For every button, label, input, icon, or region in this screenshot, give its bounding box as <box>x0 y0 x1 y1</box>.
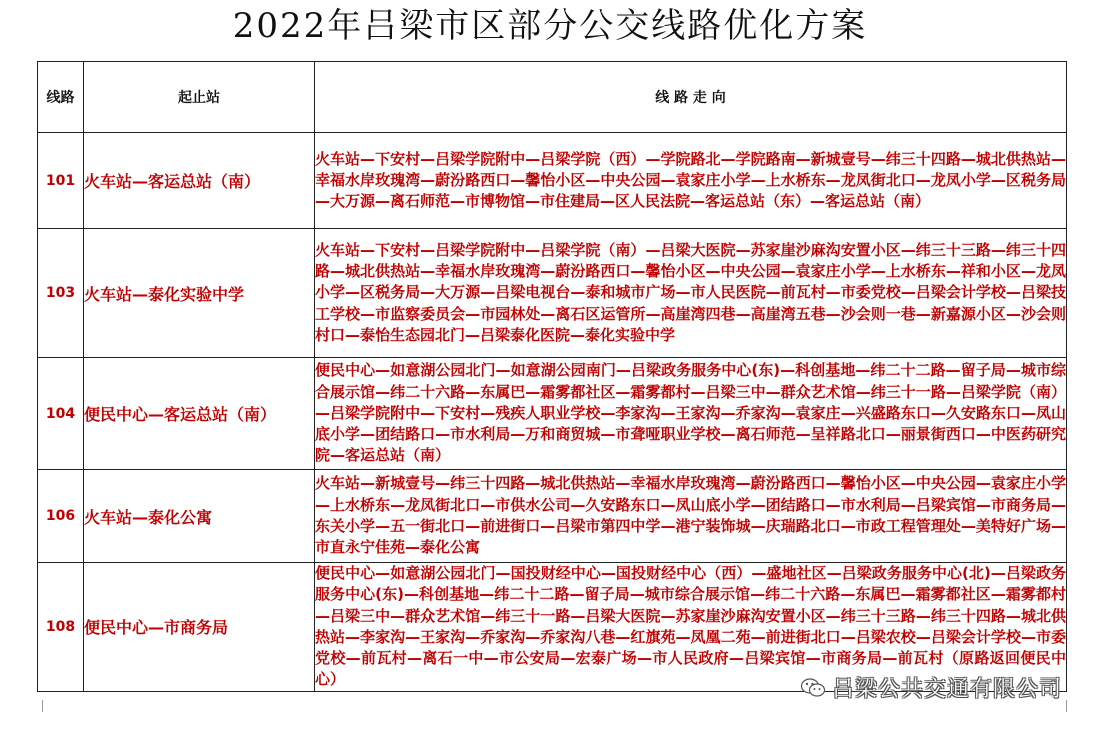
route-terminals: 火车站—客运总站（南） <box>84 133 315 229</box>
route-number: 101 <box>38 133 84 229</box>
route-path: 便民中心—如意湖公园北门—国投财经中心—国投财经中心（西）—盛地社区—吕梁政务服务中心(北)—吕梁政务服务中心(东)—科创基地—纬二十二路—留子局—城市综合展示馆—纬二十六路—东属巴—霜雾都社区—霜雾都村—吕梁三中—群众艺术馆—纬三十一路—吕梁大医院—苏家崖沙麻沟安置小区—纬三十三路—纬三十四路—城北供热站—李家沟—王家沟—乔家沟—乔家沟八巷—红旗苑—凤凰二苑—前进街北口—吕梁农校—吕梁会计学校—市委党校—前瓦村—离石一中—市公安局—宏泰广场—市人民政府—吕梁宾馆—市商务局—前瓦村（原路返回便民中心） <box>315 563 1067 692</box>
route-number: 103 <box>38 229 84 358</box>
route-path: 火车站—新城壹号—纬三十四路—城北供热站—幸福水岸玫瑰湾—蔚汾路西口—馨怡小区—中央公园—袁家庄小学—上水桥东—龙凤街北口—市供水公司—久安路东口—凤山底小学—团结路口—市水利局—吕梁宾馆—市商务局—东关小学—五一街北口—前进街口—吕梁市第四中学—港宁装饰城—庆瑞路北口—市政工程管理处—美特好广场—市直永宁佳苑—泰化公寓 <box>315 470 1067 563</box>
watermark <box>800 672 1062 703</box>
wechat-icon <box>800 677 826 699</box>
page-corner-mark <box>30 700 43 712</box>
route-number: 104 <box>38 358 84 470</box>
header-terminals: 起止站 <box>84 62 315 133</box>
table-header-row <box>38 62 1067 133</box>
table-row <box>38 133 1067 229</box>
route-number: 106 <box>38 470 84 563</box>
table-row <box>38 358 1067 470</box>
route-path: 火车站—下安村—吕梁学院附中—吕梁学院（南）—吕梁大医院—苏家崖沙麻沟安置小区—纬三十三路—纬三十四路—城北供热站—幸福水岸玫瑰湾—蔚汾路西口—馨怡小区—中央公园—袁家庄小学—上水桥东—祥和小区—龙凤小学—区税务局—大万源—吕梁电视台—泰和城市广场—市人民医院—前瓦村—市委党校—吕梁会计学校—吕梁技工学校—市监察委员会—市园林处—离石区运管所—高崖湾四巷—高崖湾五巷—沙会则一巷—新嘉源小区—沙会则村口—泰怡生态园北门—吕梁泰化医院—泰化实验中学 <box>315 229 1067 358</box>
header-path: 线 路 走 向 <box>315 62 1067 133</box>
page-title: 2022年吕梁市区部分公交线路优化方案 <box>232 6 868 46</box>
watermark-text: 吕梁公共交通有限公司 <box>831 677 1062 702</box>
header-route: 线路 <box>38 62 84 133</box>
table-row <box>38 470 1067 563</box>
route-path: 火车站—下安村—吕梁学院附中—吕梁学院（西）—学院路北—学院路南—新城壹号—纬三十四路—城北供热站—幸福水岸玫瑰湾—蔚汾路西口—馨怡小区—中央公园—袁家庄小学—上水桥东—龙凤街北口—龙凤小学—区税务局—大万源—离石师范—市博物馆—市住建局—区人民法院—客运总站（东）—客运总站（南） <box>315 133 1067 229</box>
route-terminals: 火车站—泰化实验中学 <box>84 229 315 358</box>
route-number: 108 <box>38 563 84 692</box>
route-terminals: 便民中心—市商务局 <box>84 563 315 692</box>
table-row <box>38 229 1067 358</box>
route-terminals: 便民中心—客运总站（南） <box>84 358 315 470</box>
route-terminals: 火车站—泰化公寓 <box>84 470 315 563</box>
page-corner-mark <box>1066 700 1079 712</box>
route-table <box>37 61 1067 692</box>
route-path: 便民中心—如意湖公园北门—如意湖公园南门—吕梁政务服务中心(东)—科创基地—纬二十二路—留子局—城市综合展示馆—纬二十六路—东属巴—霜雾都社区—霜雾都村—吕梁三中—群众艺术馆—纬三十一路—吕梁学院（南）—吕梁学院附中—下安村—残疾人职业学校—李家沟—王家沟—乔家沟—袁家庄—兴盛路东口—久安路东口—凤山底小学—团结路口—市水利局—万和商贸城—市聋哑职业学校—离石师范—呈祥路北口—丽景街西口—中医药研究院—客运总站（南） <box>315 358 1067 470</box>
